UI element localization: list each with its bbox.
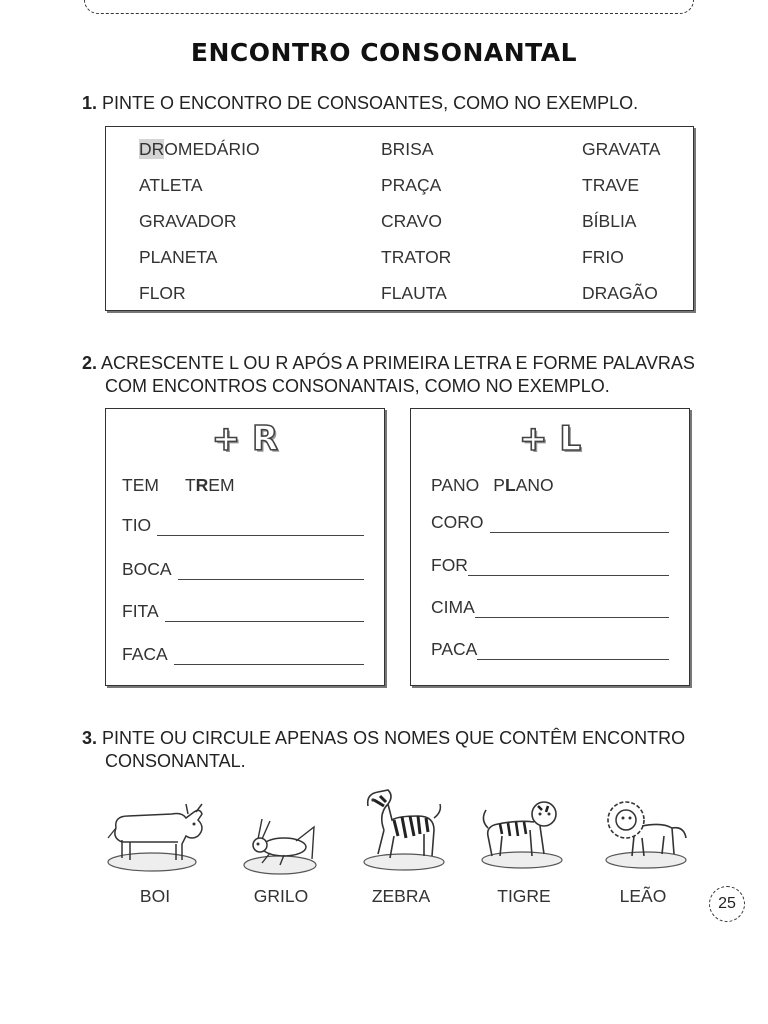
example-word: TEM — [122, 475, 159, 495]
cricket-icon — [240, 815, 322, 877]
answer-line[interactable] — [174, 648, 364, 665]
page-number: 25 — [709, 886, 745, 922]
animal-label-tigre[interactable]: TIGRE — [497, 886, 551, 906]
answer-row — [122, 644, 364, 665]
answer-row — [122, 601, 364, 622]
base-word: FITA — [122, 601, 159, 621]
animal-label-boi[interactable]: BOI — [139, 886, 171, 906]
example-word-rest: OMEDÁRIO — [164, 139, 260, 159]
answer-line[interactable] — [157, 519, 364, 536]
base-word: TIO — [122, 515, 152, 535]
word[interactable]: GRAVADOR — [139, 211, 237, 231]
question-1 — [82, 92, 638, 115]
answer-line[interactable] — [490, 516, 670, 533]
zebra-icon — [358, 786, 450, 874]
base-word: PACA — [431, 639, 478, 659]
word[interactable]: TRAVE — [582, 175, 640, 195]
answer-row — [431, 597, 669, 618]
word[interactable]: ATLETA — [139, 175, 203, 195]
animal-label-zebra[interactable]: ZEBRA — [371, 886, 431, 906]
word[interactable]: PLANETA — [139, 247, 218, 267]
consonant-cluster-highlight: DR — [139, 139, 165, 159]
question-text-line-2: COM ENCONTROS CONSONANTAIS, COMO NO EXEMPLO. — [105, 376, 610, 396]
page-title: ENCONTRO CONSONANTAL — [190, 38, 578, 67]
answer-line[interactable] — [477, 643, 669, 660]
word[interactable]: FRIO — [582, 247, 624, 267]
animal-label-grilo[interactable]: GRILO — [253, 886, 309, 906]
lion-icon — [602, 796, 692, 872]
question-text-line-2: CONSONANTAL. — [105, 751, 246, 771]
word[interactable]: FLAUTA — [381, 283, 447, 303]
example-word: PANO — [431, 475, 480, 495]
answer-row — [431, 555, 669, 576]
plus-r-header: + R — [211, 419, 279, 459]
word[interactable]: TRATOR — [381, 247, 452, 267]
word[interactable]: BÍBLIA — [582, 211, 637, 231]
word[interactable]: PRAÇA — [381, 175, 442, 195]
example-answer: TREM — [184, 475, 235, 495]
word[interactable]: FLOR — [139, 283, 186, 303]
answer-row — [122, 515, 364, 536]
answer-line[interactable] — [468, 559, 669, 576]
question-3 — [82, 727, 685, 773]
base-word: BOCA — [122, 559, 172, 579]
word[interactable]: GRAVATA — [582, 139, 661, 159]
word[interactable]: BRISA — [381, 139, 434, 159]
base-word: FOR — [431, 555, 468, 575]
top-dashed-frame — [84, 0, 694, 14]
plus-r-box — [105, 408, 385, 686]
example-row — [431, 475, 669, 496]
base-word: FACA — [122, 644, 168, 664]
question-number: 1. — [82, 93, 98, 113]
example-row — [122, 475, 364, 496]
words-box — [105, 126, 694, 311]
answer-row — [431, 512, 669, 533]
base-word: CIMA — [431, 597, 475, 617]
answer-line[interactable] — [475, 601, 669, 618]
ox-icon — [102, 798, 210, 874]
tiger-icon — [478, 796, 572, 872]
answer-row — [122, 559, 364, 580]
answer-line[interactable] — [165, 605, 364, 622]
question-number: 2. — [82, 353, 98, 373]
plus-l-box — [410, 408, 690, 686]
animal-label-leao[interactable]: LEÃO — [619, 886, 667, 906]
example-word — [139, 139, 260, 160]
word[interactable]: CRAVO — [381, 211, 442, 231]
answer-line[interactable] — [178, 563, 364, 580]
example-answer: PLANO — [493, 475, 554, 495]
base-word: CORO — [431, 512, 484, 532]
question-text-line-1: PINTE OU CIRCULE APENAS OS NOMES QUE CONTÊM ENCONTRO — [102, 728, 686, 748]
question-2 — [82, 352, 695, 398]
question-text: PINTE O ENCONTRO DE CONSOANTES, COMO NO EXEMPLO. — [102, 93, 639, 113]
question-number: 3. — [82, 728, 98, 748]
word[interactable]: DRAGÃO — [582, 283, 658, 303]
answer-row — [431, 639, 669, 660]
question-text-line-1: ACRESCENTE L OU R APÓS A PRIMEIRA LETRA E FORME PALAVRAS — [101, 353, 695, 373]
plus-l-header: + L — [519, 419, 581, 459]
